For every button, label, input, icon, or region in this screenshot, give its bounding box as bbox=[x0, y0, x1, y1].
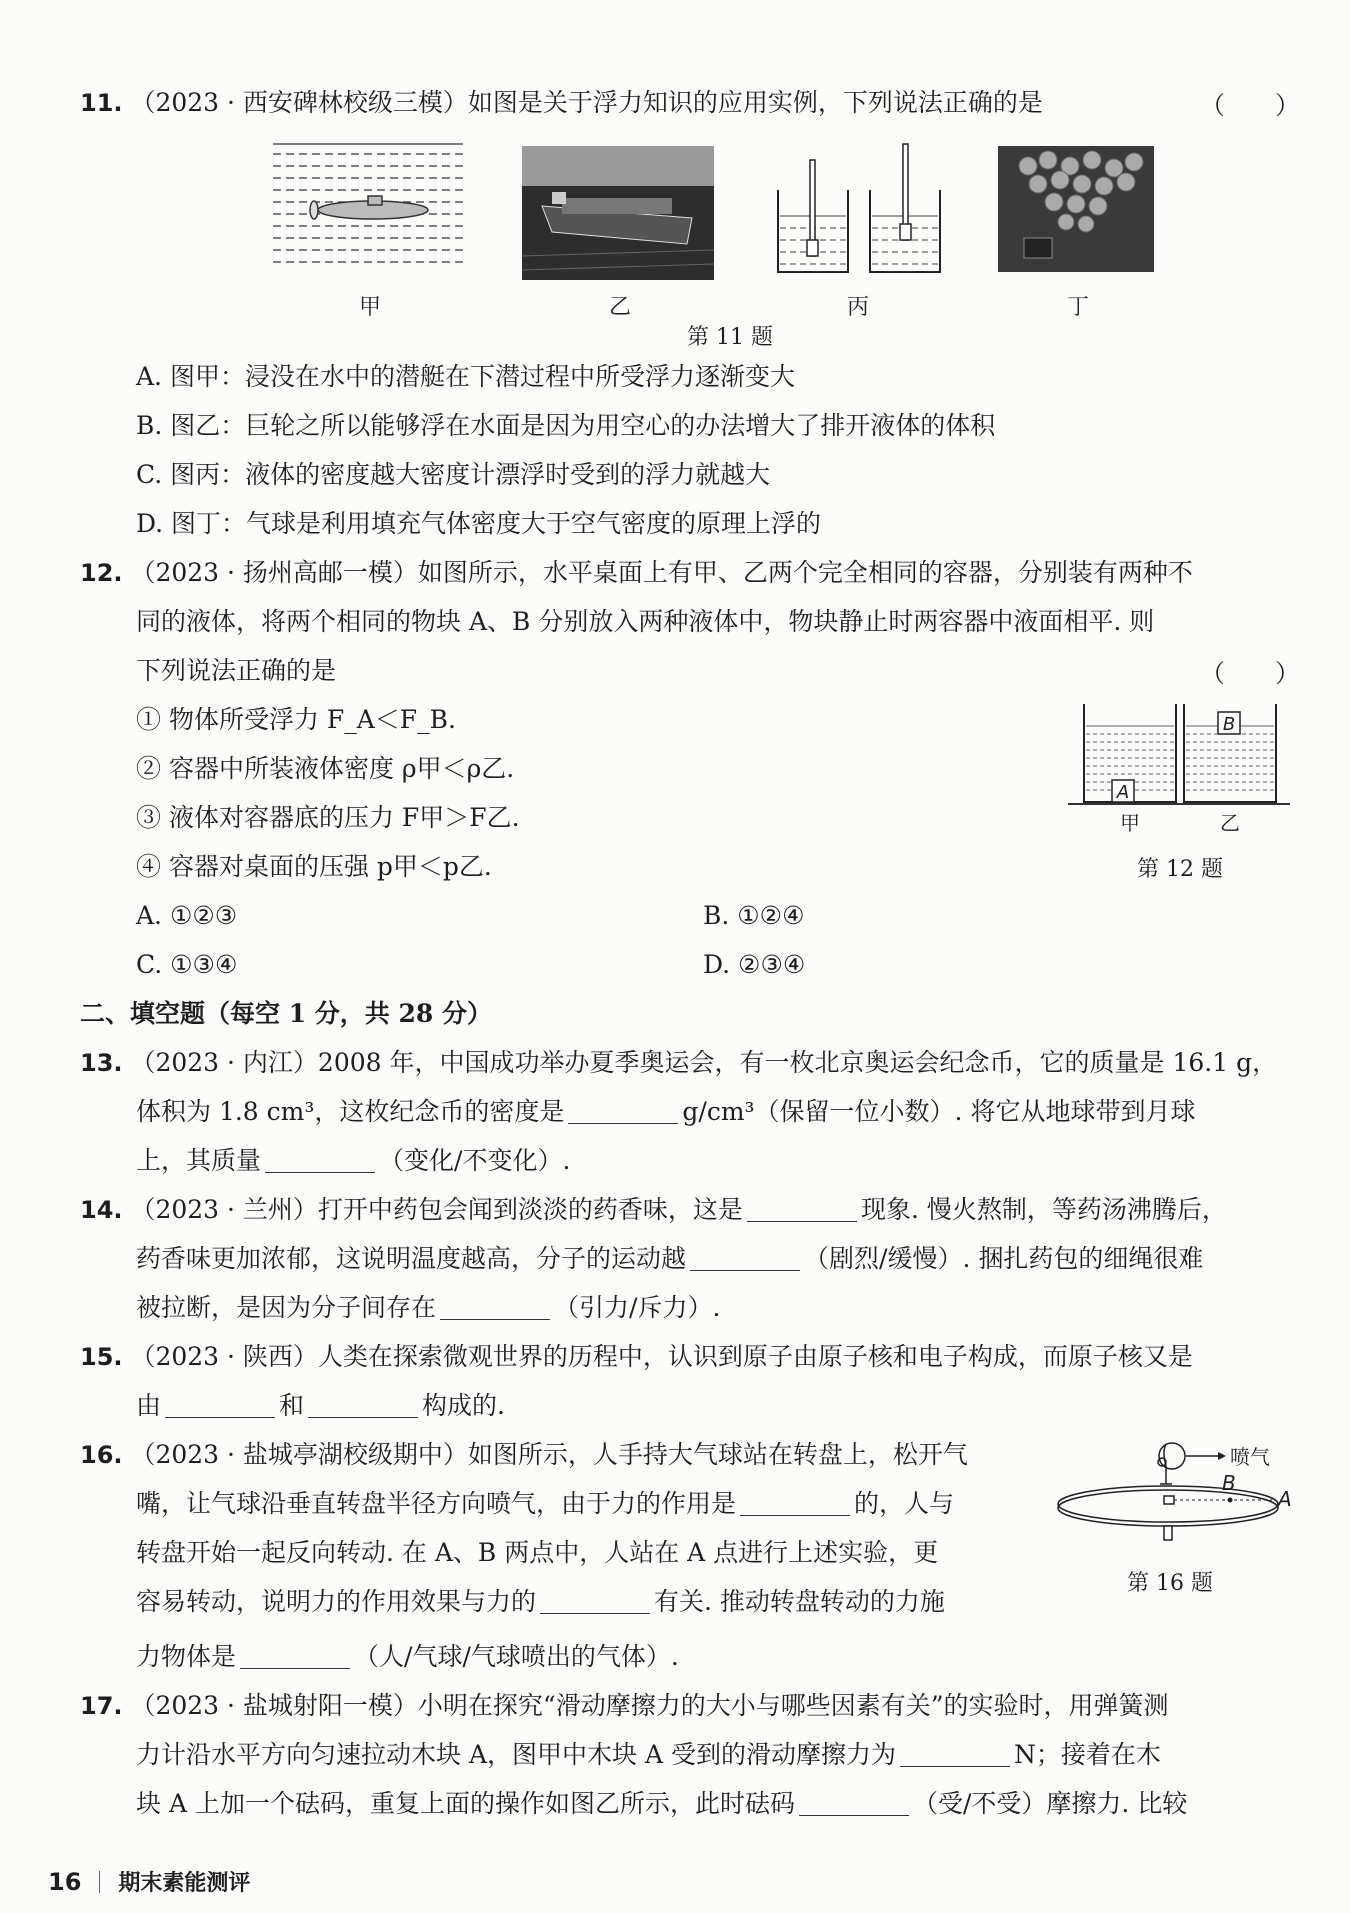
q16-line-4 bbox=[136, 1585, 945, 1619]
point-b-label: B bbox=[1222, 1471, 1236, 1495]
jet-label: 喷气 bbox=[1230, 1445, 1270, 1469]
q17-text-1: （2023 · 盐城射阳一模）小明在探究“滑动摩擦力的大小与哪些因素有关”的实验时，用弹簧测 bbox=[130, 1691, 1169, 1720]
q14-blank-1[interactable] bbox=[747, 1197, 857, 1222]
block-a-label: A bbox=[1116, 782, 1130, 803]
q16-number: 16. bbox=[80, 1441, 123, 1469]
q15-line-1 bbox=[80, 1340, 1193, 1374]
hydrometer-beaker-1-icon bbox=[778, 160, 848, 272]
page-number: 16 bbox=[48, 1868, 82, 1896]
q15-blank-2[interactable] bbox=[308, 1393, 418, 1418]
q12-figure bbox=[1064, 700, 1294, 840]
container-yi-label: 乙 bbox=[1220, 811, 1240, 835]
q13-text-2a: 体积为 1.8 cm³，这枚纪念币的密度是 bbox=[136, 1097, 565, 1126]
person-with-balloon-icon bbox=[1158, 1443, 1185, 1484]
q14-line-1 bbox=[80, 1193, 1227, 1227]
q11-figure-ding bbox=[998, 146, 1154, 272]
q16-text-4b: 有关. 推动转盘转动的力施 bbox=[654, 1587, 945, 1616]
q12-stem-1 bbox=[80, 556, 1193, 590]
footer-divider bbox=[99, 1871, 100, 1893]
container-jia-icon bbox=[1084, 704, 1176, 803]
q11-number: 11. bbox=[80, 89, 123, 117]
q11-option-c[interactable]: C. 图丙：液体的密度越大密度计漂浮时受到的浮力就越大 bbox=[136, 460, 771, 489]
q13-text-3b: （变化/不变化）. bbox=[379, 1146, 571, 1175]
q12-statement-4: ④ 容器对桌面的压强 p甲＜p乙. bbox=[136, 852, 492, 881]
q13-blank-2[interactable] bbox=[265, 1148, 375, 1173]
q15-text-2a: 由 bbox=[136, 1391, 162, 1420]
block-b-label: B bbox=[1222, 714, 1236, 735]
q14-text-2a: 药香味更加浓郁，这说明温度越高，分子的运动越 bbox=[136, 1244, 687, 1273]
q16-text-3: 转盘开始一起反向转动. 在 A、B 两点中，人站在 A 点进行上述实验，更 bbox=[136, 1538, 939, 1567]
q16-text-5a: 力物体是 bbox=[136, 1642, 237, 1671]
q11-option-d[interactable]: D. 图丁：气球是利用填充气体密度大于空气密度的原理上浮的 bbox=[136, 509, 822, 538]
q16-text-2a: 嘴，让气球沿垂直转盘半径方向喷气，由于力的作用是 bbox=[136, 1489, 737, 1518]
q17-line-1 bbox=[80, 1689, 1169, 1723]
q11-text: （2023 · 西安碑林校级三模）如图是关于浮力知识的应用实例，下列说法正确的是 bbox=[130, 88, 1043, 117]
submarine-icon bbox=[310, 196, 428, 219]
q11-option-a[interactable]: A. 图甲：浸没在水中的潜艇在下潜过程中所受浮力逐渐变大 bbox=[136, 362, 795, 391]
q16-text-2b: 的，人与 bbox=[854, 1489, 955, 1518]
q17-blank-1[interactable] bbox=[900, 1742, 1010, 1767]
q12-option-a[interactable]: A. ①②③ bbox=[136, 901, 238, 930]
book-title: 期末素能测评 bbox=[118, 1871, 251, 1896]
page-footer bbox=[48, 1866, 250, 1897]
q11-option-b[interactable]: B. 图乙：巨轮之所以能够浮在水面是因为用空心的办法增大了排开液体的体积 bbox=[136, 411, 996, 440]
q11-label-jia: 甲 bbox=[358, 295, 381, 320]
q15-text-2c: 构成的. bbox=[422, 1391, 505, 1420]
q17-text-2b: N；接着在木 bbox=[1013, 1740, 1161, 1769]
q12-option-c[interactable]: C. ①③④ bbox=[136, 950, 238, 979]
q17-text-3a: 块 A 上加一个砝码，重复上面的操作如图乙所示，此时砝码 bbox=[136, 1789, 795, 1818]
q13-line-1 bbox=[80, 1046, 1277, 1080]
q11-answer-paren[interactable]: （ ） bbox=[1200, 91, 1301, 120]
q12-caption: 第 12 题 bbox=[1137, 857, 1223, 882]
q12-option-b[interactable]: B. ①②④ bbox=[703, 901, 805, 930]
q12-statement-2: ② 容器中所装液体密度 ρ甲＜ρ乙. bbox=[136, 754, 515, 783]
q13-text-3a: 上，其质量 bbox=[136, 1146, 262, 1175]
q17-text-3b: （受/不受）摩擦力. 比较 bbox=[912, 1789, 1188, 1818]
q11-figure-jia bbox=[268, 136, 468, 276]
container-yi-icon bbox=[1184, 704, 1276, 802]
q14-number: 14. bbox=[80, 1196, 123, 1224]
q11-figure-yi bbox=[522, 146, 714, 280]
q12-text-3: 下列说法正确的是 bbox=[136, 656, 337, 685]
q11-figure-bing bbox=[770, 140, 950, 280]
q11-caption: 第 11 题 bbox=[687, 325, 773, 350]
q16-line-2 bbox=[136, 1487, 954, 1521]
q16-text-5b: （人/气球/气球喷出的气体）. bbox=[354, 1642, 679, 1671]
q14-text-3b: （引力/斥力）. bbox=[554, 1293, 721, 1322]
q12-option-d[interactable]: D. ②③④ bbox=[703, 950, 806, 979]
q12-text-1: （2023 · 扬州高邮一模）如图所示，水平桌面上有甲、乙两个完全相同的容器，分别装有两种不 bbox=[130, 558, 1193, 587]
q12-statement-3: ③ 液体对容器底的压力 F甲＞F乙. bbox=[136, 803, 520, 832]
q14-text-1a: （2023 · 兰州）打开中药包会闻到淡淡的药香味，这是 bbox=[130, 1195, 743, 1224]
q11-label-bing: 丙 bbox=[846, 295, 869, 320]
q13-line-3 bbox=[136, 1144, 570, 1178]
q15-number: 15. bbox=[80, 1343, 123, 1371]
q11-stem bbox=[80, 86, 1043, 120]
container-jia-label: 甲 bbox=[1120, 811, 1140, 835]
q16-blank-3[interactable] bbox=[240, 1644, 350, 1669]
q14-text-3a: 被拉断，是因为分子间存在 bbox=[136, 1293, 437, 1322]
section-heading-fill-blank: 二、填空题（每空 1 分，共 28 分） bbox=[80, 999, 493, 1028]
q14-text-1b: 现象. 慢火熬制，等药汤沸腾后， bbox=[860, 1195, 1227, 1224]
basket-icon bbox=[1024, 238, 1052, 258]
q16-caption: 第 16 题 bbox=[1127, 1571, 1213, 1596]
q13-line-2 bbox=[136, 1095, 1195, 1129]
q17-number: 17. bbox=[80, 1692, 123, 1720]
q14-line-2 bbox=[136, 1242, 1203, 1276]
q15-blank-1[interactable] bbox=[165, 1393, 275, 1418]
q14-line-3 bbox=[136, 1291, 720, 1325]
q13-text-2b: g/cm³（保留一位小数）. 将它从地球带到月球 bbox=[682, 1097, 1196, 1126]
q13-text-1: （2023 · 内江）2008 年，中国成功举办夏季奥运会，有一枚北京奥运会纪念币，它的质量是 16.1 g， bbox=[130, 1048, 1278, 1077]
q13-blank-1[interactable] bbox=[568, 1099, 678, 1124]
q14-blank-2[interactable] bbox=[690, 1246, 800, 1271]
q16-line-1 bbox=[80, 1438, 968, 1472]
q16-text-4a: 容易转动，说明力的作用效果与力的 bbox=[136, 1587, 537, 1616]
q17-line-2 bbox=[136, 1738, 1161, 1772]
q16-line-5 bbox=[136, 1640, 679, 1674]
q12-number: 12. bbox=[80, 559, 123, 587]
q15-text-1: （2023 · 陕西）人类在探索微观世界的历程中，认识到原子由原子核和电子构成，而原子核又是 bbox=[130, 1342, 1193, 1371]
q11-label-ding: 丁 bbox=[1066, 295, 1089, 320]
q15-text-2b: 和 bbox=[279, 1391, 305, 1420]
q16-figure bbox=[1050, 1432, 1300, 1552]
q14-text-2b: （剧烈/缓慢）. 捆扎药包的细绳很难 bbox=[804, 1244, 1204, 1273]
q15-line-2 bbox=[136, 1389, 505, 1423]
q13-number: 13. bbox=[80, 1049, 123, 1077]
q12-statement-1: ① 物体所受浮力 F_A＜F_B. bbox=[136, 705, 456, 734]
q12-answer-paren[interactable]: （ ） bbox=[1200, 659, 1301, 688]
q16-text-1: （2023 · 盐城亭湖校级期中）如图所示，人手持大气球站在转盘上，松开气 bbox=[130, 1440, 968, 1469]
q16-blank-2[interactable] bbox=[540, 1589, 650, 1614]
q12-text-2: 同的液体，将两个相同的物块 A、B 分别放入两种液体中，物块静止时两容器中液面相平. 则 bbox=[136, 607, 1155, 636]
q17-line-3 bbox=[136, 1787, 1187, 1821]
q17-text-2a: 力计沿水平方向匀速拉动木块 A，图甲中木块 A 受到的滑动摩擦力为 bbox=[136, 1740, 896, 1769]
q14-blank-3[interactable] bbox=[440, 1295, 550, 1320]
q11-label-yi: 乙 bbox=[608, 295, 631, 320]
point-a-label: A bbox=[1278, 1487, 1292, 1511]
turntable-icon bbox=[1058, 1486, 1278, 1540]
hydrometer-beaker-2-icon bbox=[870, 144, 940, 272]
q16-blank-1[interactable] bbox=[740, 1491, 850, 1516]
q17-blank-2[interactable] bbox=[799, 1791, 909, 1816]
